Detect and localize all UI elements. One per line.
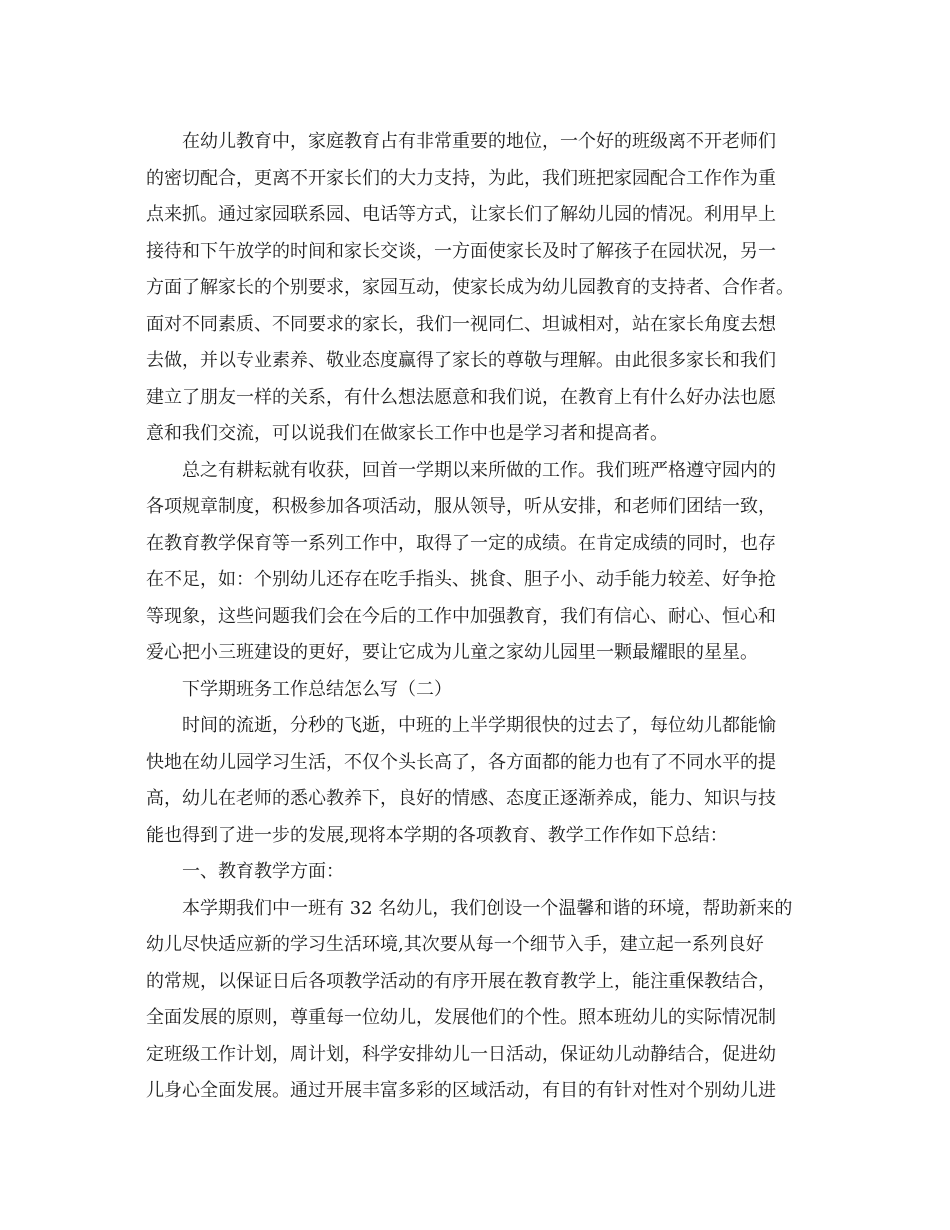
text-line: 幼儿尽快适应新的学习生活环境,其次要从每一个细节入手，建立起一系列良好: [146, 934, 764, 955]
text-line: 的常规，以保证日后各项教学活动的有序开展在教育教学上，能注重保教结合，: [146, 970, 776, 992]
text-line: 意和我们交流，可以说我们在做家长工作中也是学习者和提高者。: [146, 423, 668, 444]
text-line: 各项规章制度，积极参加各项活动，服从领导，听从安排，和老师们团结一致，: [146, 496, 776, 517]
section-heading: 下学期班务工作总结怎么写（二）: [182, 678, 452, 700]
text-line: 本学期我们中一班有 32 名幼儿，我们创设一个温馨和谐的环境，帮助新来的: [182, 897, 793, 919]
text-line: 能也得到了进一步的发展,现将本学期的各项教育、教学工作作如下总结：: [146, 824, 728, 846]
text-line: 在不足，如：个别幼儿还存在吃手指头、挑食、胆子小、动手能力较差、好争抢: [146, 569, 776, 590]
text-line: 方面了解家长的个别要求，家园互动，使家长成为幼儿园教育的支持者、合作者。: [146, 277, 794, 298]
text-line: 点来抓。通过家园联系园、电话等方式，让家长们了解幼儿园的情况。利用早上: [146, 204, 776, 225]
text-line: 在幼儿教育中，家庭教育占有非常重要的地位，一个好的班级离不开老师们: [182, 131, 776, 152]
text-line: 高，幼儿在老师的悉心教养下，良好的情感、态度正逐渐养成，能力、知识与技: [146, 788, 776, 809]
text-line: 全面发展的原则，尊重每一位幼儿，发展他们的个性。照本班幼儿的实际情况制: [146, 1007, 776, 1028]
text-line: 去做，并以专业素养、敬业态度赢得了家长的尊敬与理解。由此很多家长和我们: [146, 350, 776, 371]
text-line: 的密切配合，更离不开家长们的大力支持，为此，我们班把家园配合工作作为重: [146, 167, 776, 189]
text-line: 爱心把小三班建设的更好，要让它成为儿童之家幼儿园里一颗最耀眼的星星。: [146, 642, 758, 663]
text-line: 建立了朋友一样的关系，有什么想法愿意和我们说，在教育上有什么好办法也愿: [146, 386, 776, 408]
subsection-heading: 一、教育教学方面：: [182, 861, 344, 882]
text-line: 接待和下午放学的时间和家长交谈，一方面使家长及时了解孩子在园状况，另一: [146, 240, 776, 262]
text-line: 在教育教学保育等一系列工作中，取得了一定的成绩。在肯定成绩的同时，也存: [146, 532, 776, 554]
text-line: 定班级工作计划，周计划，科学安排幼儿一日活动，保证幼儿动静结合，促进幼: [146, 1043, 776, 1065]
text-line: 面对不同素质、不同要求的家长，我们一视同仁、坦诚相对，站在家长角度去想: [146, 313, 776, 335]
text-line: 时间的流逝，分秒的飞逝，中班的上半学期很快的过去了，每位幼儿都能愉: [182, 715, 776, 736]
text-line: 等现象，这些问题我们会在今后的工作中加强教育，我们有信心、耐心、恒心和: [146, 605, 776, 627]
text-line: 总之有耕耘就有收获，回首一学期以来所做的工作。我们班严格遵守园内的: [182, 459, 776, 481]
text-line: 儿身心全面发展。通过开展丰富多彩的区域活动，有目的有针对性对个别幼儿进: [146, 1080, 776, 1101]
text-line: 快地在幼儿园学习生活，不仅个头长高了，各方面都的能力也有了不同水平的提: [146, 751, 776, 773]
document-body: [146, 124, 806, 1110]
